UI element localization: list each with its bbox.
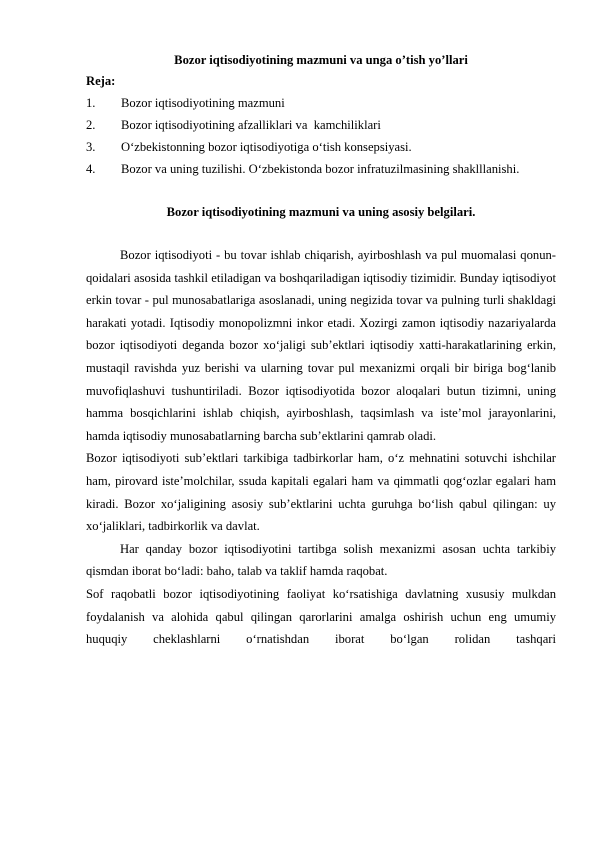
plan-item: [86, 158, 556, 180]
body-paragraph: Har qanday bozor iqtisodiyotini tartibga solish mexanizmi asosan uchta tarkibiy qismdan iborat bo‘ladi: baho, talab va taklif hamda raqobat.: [86, 541, 556, 579]
plan-item-number: 4.: [86, 162, 96, 176]
section-title: Bozor iqtisodiyotining mazmuni va uning asosiy belgilari.: [166, 205, 476, 219]
plan-item: [86, 114, 556, 136]
plan-item: [86, 92, 556, 114]
plan-item-text: Bozor iqtisodiyotining mazmuni: [121, 96, 285, 110]
plan-item-number: 3.: [86, 140, 96, 154]
plan-item: [86, 136, 556, 158]
document-title: Bozor iqtisodiyotining mazmuni va unga o’tish yo’llari: [174, 53, 468, 67]
plan-item-text: Bozor va uning tuzilishi. O‘zbekistonda bozor infratuzilmasining shaklllanishi.: [121, 162, 520, 176]
body-paragraph: Bozor iqtisodiyoti - bu tovar ishlab chiqarish, ayirboshlash va pul muomalasi qonun-qoidalari asosida tashkil etiladigan va boshqariladigan iqtisodiy tizimidir. Bunday iqtisodiyot erkin tovar - pul munosabatlariga asoslanadi, uning negizida tovar va pulning turli shakldagi harakati yotadi. Iqtisodiy monopolizmni inkor etadi. Xozirgi zamon iqtisodiy nazariyalarda bozor iqtisodiyoti deganda bozor xo‘jaligi sub’ektlari iqtisodiy xatti-harakatlarining erkin, mustaqil ravishda yuz berishi va ularning tovar pul mexanizmi orqali bir biriga bog‘lanib muvofiqlashuvi tushuntiriladi. Bozor iqtisodiyotida bozor aloqalari butun tizimni, uning hamma bosqichlarini ishlab chiqish, ayirboshlash, taqsimlash va iste’mol jarayonlarini, hamda iqtisodiy munosabatlarning barcha sub’ektlarini qamrab oladi.: [86, 248, 556, 443]
plan-item-text: Bozor iqtisodiyotining afzalliklari va kamchiliklari: [121, 118, 381, 132]
plan-item-number: 1.: [86, 96, 96, 110]
plan-item-number: 2.: [86, 118, 96, 132]
plan-item-text: O‘zbekistonning bozor iqtisodiyotiga o‘tish konsepsiyasi.: [121, 140, 412, 154]
document-page: [86, 50, 556, 651]
plan-heading: Reja:: [86, 74, 116, 88]
body-paragraph: Bozor iqtisodiyoti sub’ektlari tarkibiga tadbirkorlar ham, o‘z mehnatini sotuvchi ishchilar ham, pirovard iste’molchilar, ssuda kapitali egalari ham va qimmatli qog‘ozlar egalari ham kiradi. Bozor xo‘jaligining asosiy sub’ektlarini uchta guruhga bo‘lish qabul qilingan: uy xo‘jaliklari, tadbirkorlik va davlat.: [86, 451, 556, 534]
body-paragraph: Sof raqobatli bozor iqtisodiyotining faoliyat ko‘rsatishiga davlatning xususiy mulkdan foydalanish va alohida qabul qilingan qarorlarini amalga oshirish uchun eng umumiy huquqiy cheklashlarni o‘rnatishdan iborat bo‘lgan rolidan tashqari: [86, 586, 556, 647]
